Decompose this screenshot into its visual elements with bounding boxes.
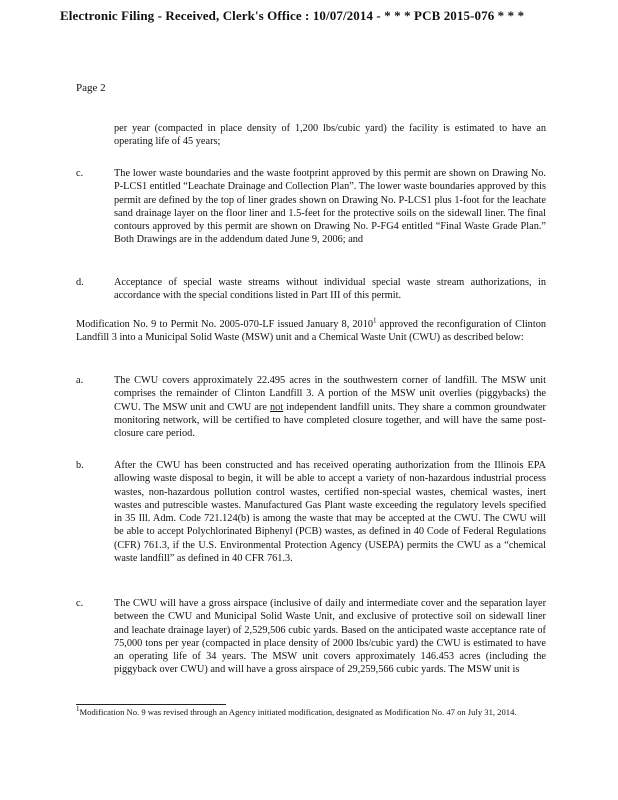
item-a-text-2: independent landfill units. They share a common groundwater monitoring network, will be certified to have completed closure together, and will have the same post-closure care period. (114, 401, 546, 440)
list-item-c-top (76, 167, 546, 249)
list-item-b (76, 459, 546, 583)
footnote-reference: 1 (373, 316, 377, 325)
footnote (76, 707, 538, 719)
item-label: d. (76, 277, 84, 288)
item-text: After the CWU has been constructed and has received operating authorization from the Illinois EPA allowing waste disposal to begin, it will be able to accept a variety of non-hazardous industrial process wastes, non-hazardous pollution control wastes, certified non-special wastes, chemical wastes, inert wastes and putrescible wastes. Manufactured Gas Plant waste exceeding the regulatory levels specified in 35 Ill. Adm. Code 721.124(b) is among the waste that may be accepted at the CWU. The CWU will be able to accept Polychlorinated Biphenyl (PCB) wastes, as defined in 40 Code of Federal Regulations (CFR) 761.3, if the U.S. Environmental Protection Agency (USEPA) permits the CWU as a “chemical waste landfill” as defined in 40 CFR 761.3. (114, 460, 546, 565)
item-label: c. (76, 168, 84, 179)
item-a-text-1: The CWU covers approximately 22.495 acres in the southwestern corner of landfill. The MSW unit comprises the remainder of Clinton Landfill 3. A portion of the MSW unit overlies (piggybacks) the CWU. The MSW unit and CWU are (114, 375, 546, 413)
modification-text-start: Modification No. 9 to Permit No. 2005-070-LF issued January 8, 2010 (76, 319, 373, 330)
list-item-d (76, 276, 546, 304)
item-text: Acceptance of special waste streams without individual special waste stream authorizations, in accordance with the special conditions listed in Part III of this permit. (114, 277, 546, 302)
page-number: Page 2 (76, 82, 106, 94)
underlined-not: not (270, 401, 284, 413)
item-label: c. (76, 598, 84, 609)
footnote-divider (76, 704, 226, 705)
item-text: The CWU will have a gross airspace (inclusive of daily and intermediate cover and the separation layer between the CWU and Municipal Solid Waste Unit, and exclusive of protective soil on sidewall liner and leachate drainage layer) of 2,529,506 cubic yards. Based on the anticipated waste acceptance rate of 75,000 tons per year (compacted in place density of 2000 lbs/cubic yard) the CWU is estimated to have an operating life of 34 years. The MSW unit covers approximately 146.453 acres (including the piggyback over CWU) and will have a gross airspace of 29,259,566 cubic yards. The MSW unit is (114, 598, 546, 676)
modification-text-end: approved the reconfiguration of Clinton Landfill 3 into a Municipal Solid Waste (MSW) unit and a Chemical Waste Unit (CWU) as described below: (76, 319, 546, 344)
list-item-c-bottom (76, 597, 546, 695)
footnote-marker: 1 (76, 705, 80, 714)
footnote-text: Modification No. 9 was revised through an Agency initiated modification, designated as Modification No. 47 on July 31, 2014. (79, 707, 517, 717)
list-item-a (76, 374, 546, 444)
item-label: a. (76, 375, 84, 386)
continuation-paragraph: per year (compacted in place density of 1,200 lbs/cubic yard) the facility is estimated to have an operating life of 45 years; (114, 123, 546, 148)
filing-stamp-header: Electronic Filing - Received, Clerk's Office : 10/07/2014 - * * * PCB 2015-076 * * * (60, 8, 525, 23)
modification-paragraph (76, 318, 546, 345)
item-text (114, 374, 546, 440)
item-label: b. (76, 460, 84, 471)
item-text: The lower waste boundaries and the waste footprint approved by this permit are shown on Drawing No. P-LCS1 entitled “Leachate Drainage and Collection Plan”. The lower waste boundaries approved by this permit are defined by the top of liner grades shown on Drawing No. P-LCS1 plus 1-foot for the leachate sand drainage layer on the floor liner and 1.5-feet for the protective soils on the sidewall liner. The final contours approved by this permit are shown on Drawing No. P-FG4 entitled “Final Waste Grade Plan.” Both Drawings are in the addendum dated June 9, 2006; and (114, 168, 546, 246)
